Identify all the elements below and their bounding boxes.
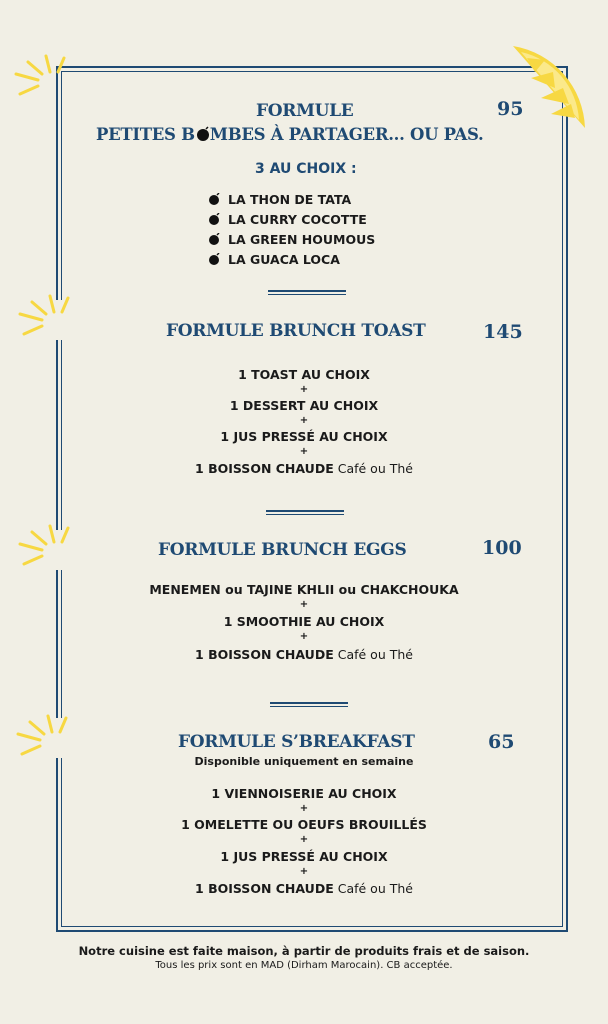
sparkle-burst-icon <box>16 522 76 578</box>
lemon-slice-icon <box>505 38 605 138</box>
plus-sign: + <box>299 384 309 395</box>
footer-line1: Notre cuisine est faite maison, à partir de produits frais et de saison. <box>78 944 530 958</box>
eggs-price: 100 <box>482 537 522 559</box>
breakfast-price: 65 <box>488 731 515 753</box>
plus-sign: + <box>299 446 309 457</box>
breakfast-title: FORMULE S’BREAKFAST <box>178 732 415 752</box>
bombes-choice-label: 3 AU CHOIX : <box>255 161 357 177</box>
toast-line4: 1 BOISSON CHAUDE Café ou Thé <box>195 461 413 476</box>
eggs-title: FORMULE BRUNCH EGGS <box>158 540 407 560</box>
list-item: LA THON DE TATA <box>208 189 375 209</box>
list-item: LA GREEN HOUMOUS <box>208 229 375 249</box>
toast-price: 145 <box>483 321 523 343</box>
plus-sign: + <box>299 415 309 426</box>
eggs-line1: MENEMEN ou TAJINE KHLII ou CHAKCHOUKA <box>149 582 459 597</box>
bomb-icon <box>195 126 210 141</box>
toast-line1: 1 TOAST AU CHOIX <box>238 367 370 382</box>
footer-line2: Tous les prix sont en MAD (Dirham Marocain). CB acceptée. <box>155 960 453 971</box>
plus-sign: + <box>299 631 309 642</box>
bomb-icon <box>208 253 220 265</box>
bombes-title-line1: FORMULE <box>256 101 354 121</box>
plus-sign: + <box>299 803 309 814</box>
bombes-price: 95 <box>497 98 524 120</box>
plus-sign: + <box>299 834 309 845</box>
breakfast-subtitle: Disponible uniquement en semaine <box>194 755 414 768</box>
section-divider <box>266 510 344 515</box>
list-item: LA GUACA LOCA <box>208 249 375 269</box>
bombes-title-line2: PETITES B MBES À PARTAGER... OU PAS. <box>96 125 484 144</box>
section-divider <box>268 290 346 295</box>
bomb-icon <box>208 193 220 205</box>
eggs-line3: 1 BOISSON CHAUDE Café ou Thé <box>195 647 413 662</box>
eggs-line2: 1 SMOOTHIE AU CHOIX <box>223 614 385 629</box>
plus-sign: + <box>299 866 309 877</box>
plus-sign: + <box>299 599 309 610</box>
breakfast-line4: 1 BOISSON CHAUDE Café ou Thé <box>195 881 413 896</box>
breakfast-line3: 1 JUS PRESSÉ AU CHOIX <box>220 849 388 864</box>
list-item: LA CURRY COCOTTE <box>208 209 375 229</box>
sparkle-burst-icon <box>12 52 72 108</box>
toast-title: FORMULE BRUNCH TOAST <box>166 321 426 341</box>
toast-line2: 1 DESSERT AU CHOIX <box>229 398 379 413</box>
breakfast-line1: 1 VIENNOISERIE AU CHOIX <box>211 786 397 801</box>
bombes-list <box>208 189 375 269</box>
bomb-icon <box>208 213 220 225</box>
breakfast-line2: 1 OMELETTE OU OEUFS BROUILLÉS <box>181 817 427 832</box>
sparkle-burst-icon <box>16 292 76 348</box>
section-divider <box>270 702 348 707</box>
toast-line3: 1 JUS PRESSÉ AU CHOIX <box>220 429 388 444</box>
bomb-icon <box>208 233 220 245</box>
